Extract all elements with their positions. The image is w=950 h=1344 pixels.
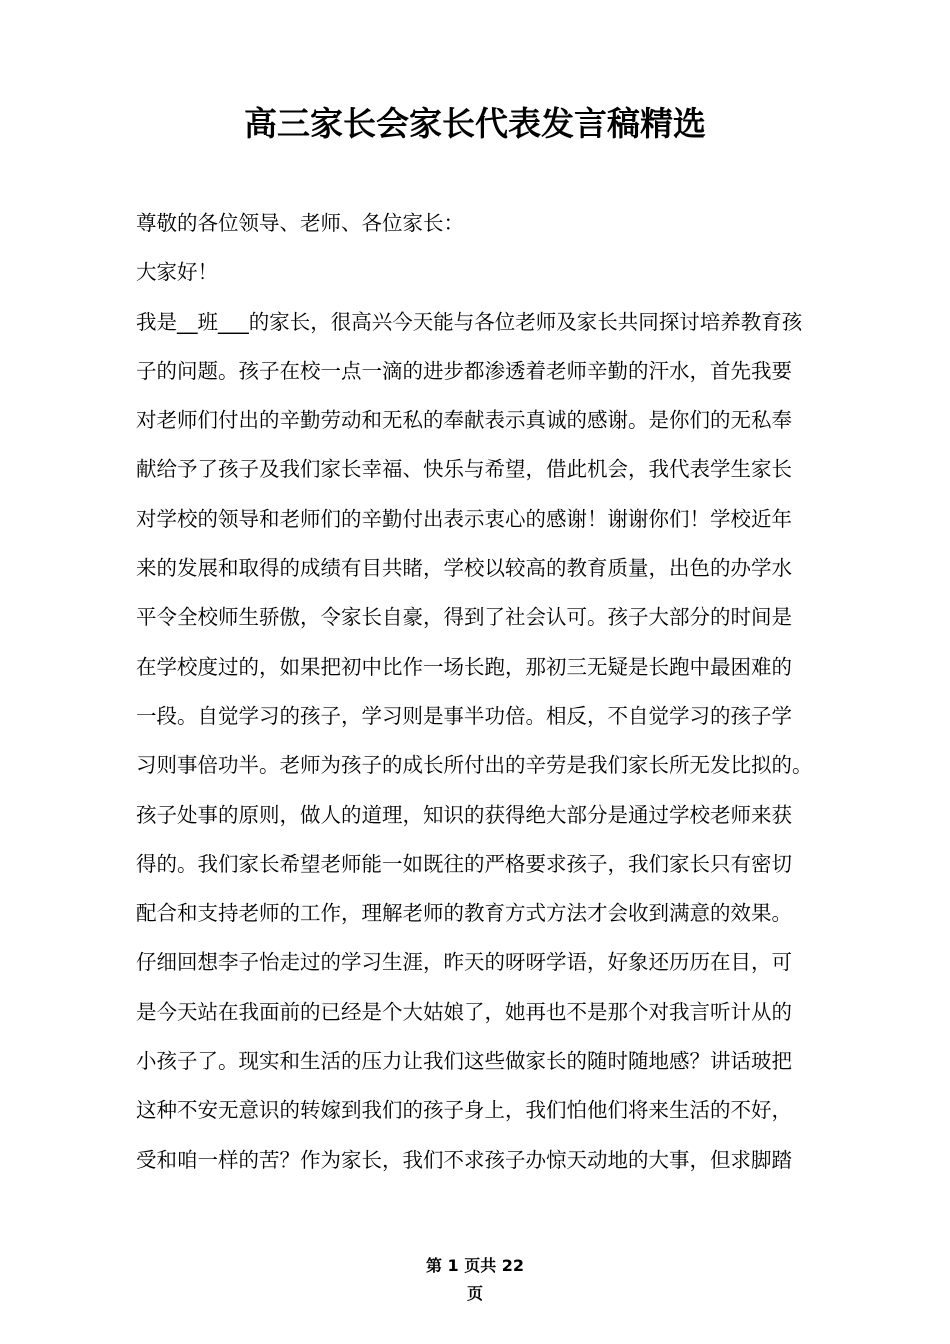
body-line: 平令全校师生骄傲，令家长自豪，得到了社会认可。孩子大部分的时间是 [136, 605, 792, 630]
page-number-line-1: 第 1 页共 22 [425, 1256, 525, 1275]
page-footer [0, 1252, 950, 1308]
body-line: 受和咱一样的苦？作为家长，我们不求孩子办惊天动地的大事，但求脚踏 [136, 1147, 792, 1172]
body-line: 配合和支持老师的工作，理解老师的教育方式方法才会收到满意的效果。 [136, 901, 792, 926]
body-line: 对学校的领导和老师们的辛勤付出表示衷心的感谢！谢谢你们！学校近年 [136, 506, 792, 531]
body-line: 来的发展和取得的成绩有目共睹，学校以较高的教育质量，出色的办学水 [136, 556, 792, 581]
body-line: 一段。自觉学习的孩子，学习则是事半功倍。相反，不自觉学习的孩子学 [136, 703, 792, 728]
body-line: 孩子处事的原则，做人的道理，知识的获得绝大部分是通过学校老师来获 [136, 802, 792, 827]
body-line: 子的问题。孩子在校一点一滴的进步都渗透着老师辛勤的汗水，首先我要 [136, 358, 792, 383]
body-line: 得的。我们家长希望老师能一如既往的严格要求孩子，我们家长只有密切 [136, 851, 792, 876]
body-line: 习则事倍功半。老师为孩子的成长所付出的辛劳是我们家长所无发比拟的。 [136, 753, 813, 778]
body-line: 献给予了孩子及我们家长幸福、快乐与希望，借此机会，我代表学生家长 [136, 457, 792, 482]
body-line: 大家好！ [136, 260, 218, 285]
body-line: 小孩子了。现实和生活的压力让我们这些做家长的随时随地感？讲话玻把 [136, 1049, 792, 1074]
body-line: 是今天站在我面前的已经是个大姑娘了，她再也不是那个对我言听计从的 [136, 999, 792, 1024]
document-body [136, 199, 836, 1185]
document-title: 高三家长会家长代表发言稿精选 [244, 104, 706, 143]
body-line: 我是__班___的家长，很高兴今天能与各位老师及家长共同探讨培养教育孩 [136, 309, 803, 334]
body-line: 在学校度过的，如果把初中比作一场长跑，那初三无疑是长跑中最困难的 [136, 654, 792, 679]
body-line: 这种不安无意识的转嫁到我们的孩子身上，我们怕他们将来生活的不好， [136, 1098, 792, 1123]
body-line: 对老师们付出的辛勤劳动和无私的奉献表示真诚的感谢。是你们的无私奉 [136, 408, 792, 433]
page-number-line-2: 页 [466, 1284, 483, 1303]
body-line: 仔细回想李子怡走过的学习生涯，昨天的呀呀学语，好象还历历在目，可 [136, 950, 792, 975]
body-line: 尊敬的各位领导、老师、各位家长： [136, 211, 464, 235]
